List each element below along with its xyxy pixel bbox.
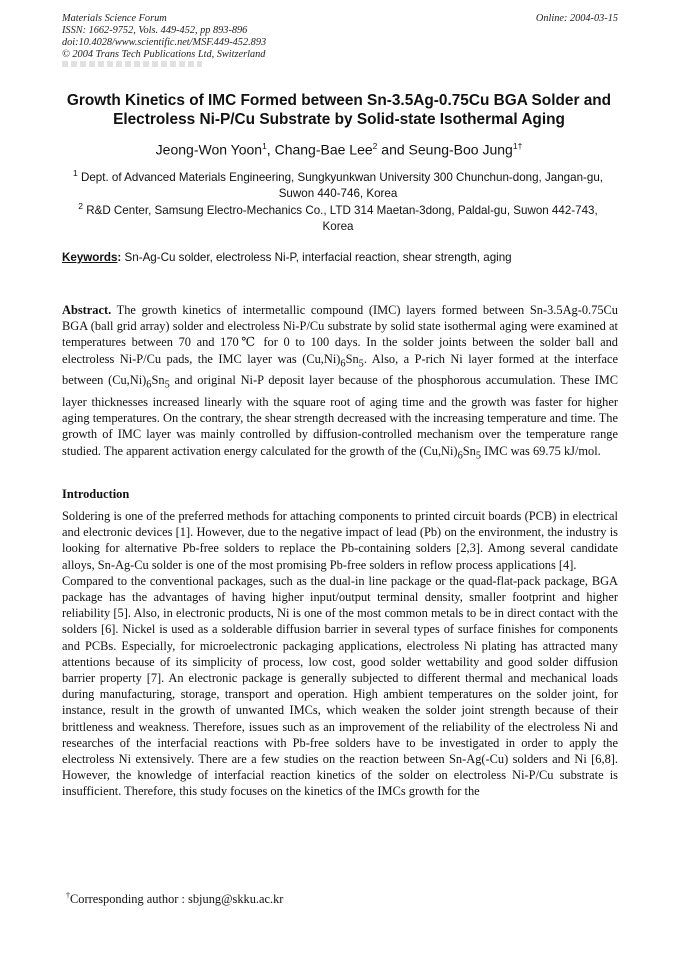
subscript: 6: [340, 358, 346, 370]
footnote-text: Corresponding author : sbjung@skku.ac.kr: [70, 892, 284, 907]
section-heading-introduction: Introduction: [62, 487, 130, 501]
paragraph: Soldering is one of the preferred methods for attaching components to printed circuit boards (PCB) in electrical and electronic devices [1]. However, due to the negative impact of lead (Pb) on the environment, the industry is looking for alternative Pb-free solders to replace the Pb-containing solders [2,3]. Among several candidate alloys, Sn-Ag-Cu solder is one of the most promising Pb-free solders in reflow process applications [4].: [62, 509, 618, 572]
author-affiliation-mark: 1†: [512, 141, 523, 151]
journal-name: Materials Science Forum: [62, 13, 167, 24]
keywords-colon: :: [117, 251, 122, 264]
keywords-label: Keywords: [62, 251, 118, 264]
abstract-text: IMC was 69.75 kJ/mol.: [481, 443, 601, 458]
abstract-text: The growth kinetics of intermetallic compound (IMC) layers formed between Sn-3.5Ag-0.75Cu BGA (ball grid array) solder and electroless Ni-P/Cu substrate by solid state isothermal aging were examined at temperatures between 70 and 170℃ for 0 to 100 days. In the solder joints between the solder ball and electroless Ni-P/Cu pads, the IMC layer was (Cu,Ni): [62, 303, 618, 366]
issn-line: ISSN: 1662-9752, Vols. 449-452, pp 893-896: [62, 25, 248, 36]
author-name: Chang-Bae Lee: [274, 141, 373, 158]
abstract-text: and original Ni-P deposit layer because of the phosphorous accumulation. These IMC layer thicknesses increased linearly with the square root of aging time and the growth was faster for higher aging temperatures. On the contrary, the shear strength decreased with the increasing temperature and time. The growth of IMC layer was mainly controlled by diffusion-controlled mechanism over the temperature range studied. The apparent activation energy calculated for the growth of the (Cu,Ni): [62, 373, 619, 458]
author-affiliation-mark: 2: [372, 141, 378, 151]
subscript: 5: [358, 358, 364, 370]
corresponding-author-footnote: [66, 891, 283, 907]
subscript: 6: [457, 450, 463, 462]
affiliation-mark: 2: [78, 201, 83, 211]
abstract-text: Sn: [462, 443, 476, 458]
abstract-label: Abstract.: [62, 303, 112, 317]
footnote-mark: †: [66, 891, 70, 900]
affiliation-mark: 1: [72, 168, 78, 178]
online-date: Online: 2004-03-15: [535, 13, 618, 24]
affiliation-text: Dept. of Advanced Materials Engineering, Sungkyunkwan University 300 Chunchun-dong, Jangan-gu, Suwon 440-746, Korea: [80, 170, 603, 200]
subscript: 5: [164, 379, 170, 391]
paragraph: Compared to the conventional packages, such as the dual-in line package or the quad-flat-pack package, BGA package has the advantages of having higher input/output terminal density, smaller footprint and higher reliability [5]. Also, in electronic products, Ni is one of the most common metals to be in direct contact with the solders [6]. Nickel is used as a solderable diffusion barrier in several types of surface finishes for components and PCBs. Especially, for microelectronic packaging applications, electroless Ni plating has attracted many attentions because of its simplicity of process, low cost, good solder wettability and good solder diffusion barrier property [7]. An electronic package is generally subjected to different thermal and mechanical loads during manufacturing, storage, transport and operation. High ambient temperatures on the solder joint, for instance, result in the growth of unwanted IMCs, which weaken the solder joint strength because of their brittleness and weakness. Therefore, issues such as an improvement of the reliability of the electroless Ni and researches of the interfacial reactions with Pb-free solders have to be investigated in order to apply the electroless Ni extensively. There are a few studies on the reaction between Sn-Ag(-Cu) solders and Ni [6,8]. However, the knowledge of interfacial reaction kinetics of the solder on electroless Ni-P/Cu substrate is insufficient. Therefore, this study focuses on the kinetics of the IMCs growth for the: [62, 573, 618, 799]
author-separator: ,: [266, 141, 275, 158]
abstract: [62, 302, 618, 464]
paper-title: Growth Kinetics of IMC Formed between Sn-3.5Ag-0.75Cu BGA Solder and Electroless Ni-P/Cu Substrate by Solid-state Isothermal Aging: [66, 92, 612, 128]
introduction-body: [62, 508, 618, 800]
author-name: Seung-Boo Jung: [408, 141, 513, 158]
doi-line: doi:10.4028/www.scientific.net/MSF.449-452.893: [62, 37, 267, 48]
faint-watermark-line: [62, 61, 202, 67]
author-name: Jeong-Won Yoon: [155, 141, 263, 158]
keywords-text: Sn-Ag-Cu solder, electroless Ni-P, interfacial reaction, shear strength, aging: [124, 251, 512, 264]
abstract-text: Sn: [151, 373, 165, 388]
affiliation-1: [62, 165, 614, 202]
author-list: [58, 137, 620, 159]
abstract-text: Sn: [345, 351, 359, 366]
journal-header: [62, 13, 618, 61]
author-affiliation-mark: 1: [262, 141, 267, 151]
copyright-line: © 2004 Trans Tech Publications Ltd, Switzerland: [62, 49, 266, 60]
subscript: 6: [146, 379, 152, 391]
subscript: 5: [475, 450, 481, 462]
abstract-text: . Also, a P-rich Ni layer formed at the interface between (Cu,Ni): [62, 351, 618, 388]
affiliation-text: R&D Center, Samsung Electro-Mechanics Co., LTD 314 Maetan-3dong, Paldal-gu, Suwon 442-743, Korea: [86, 203, 598, 233]
keywords-line: [62, 250, 618, 265]
affiliation-2: [62, 198, 614, 235]
author-separator: and: [377, 141, 409, 158]
